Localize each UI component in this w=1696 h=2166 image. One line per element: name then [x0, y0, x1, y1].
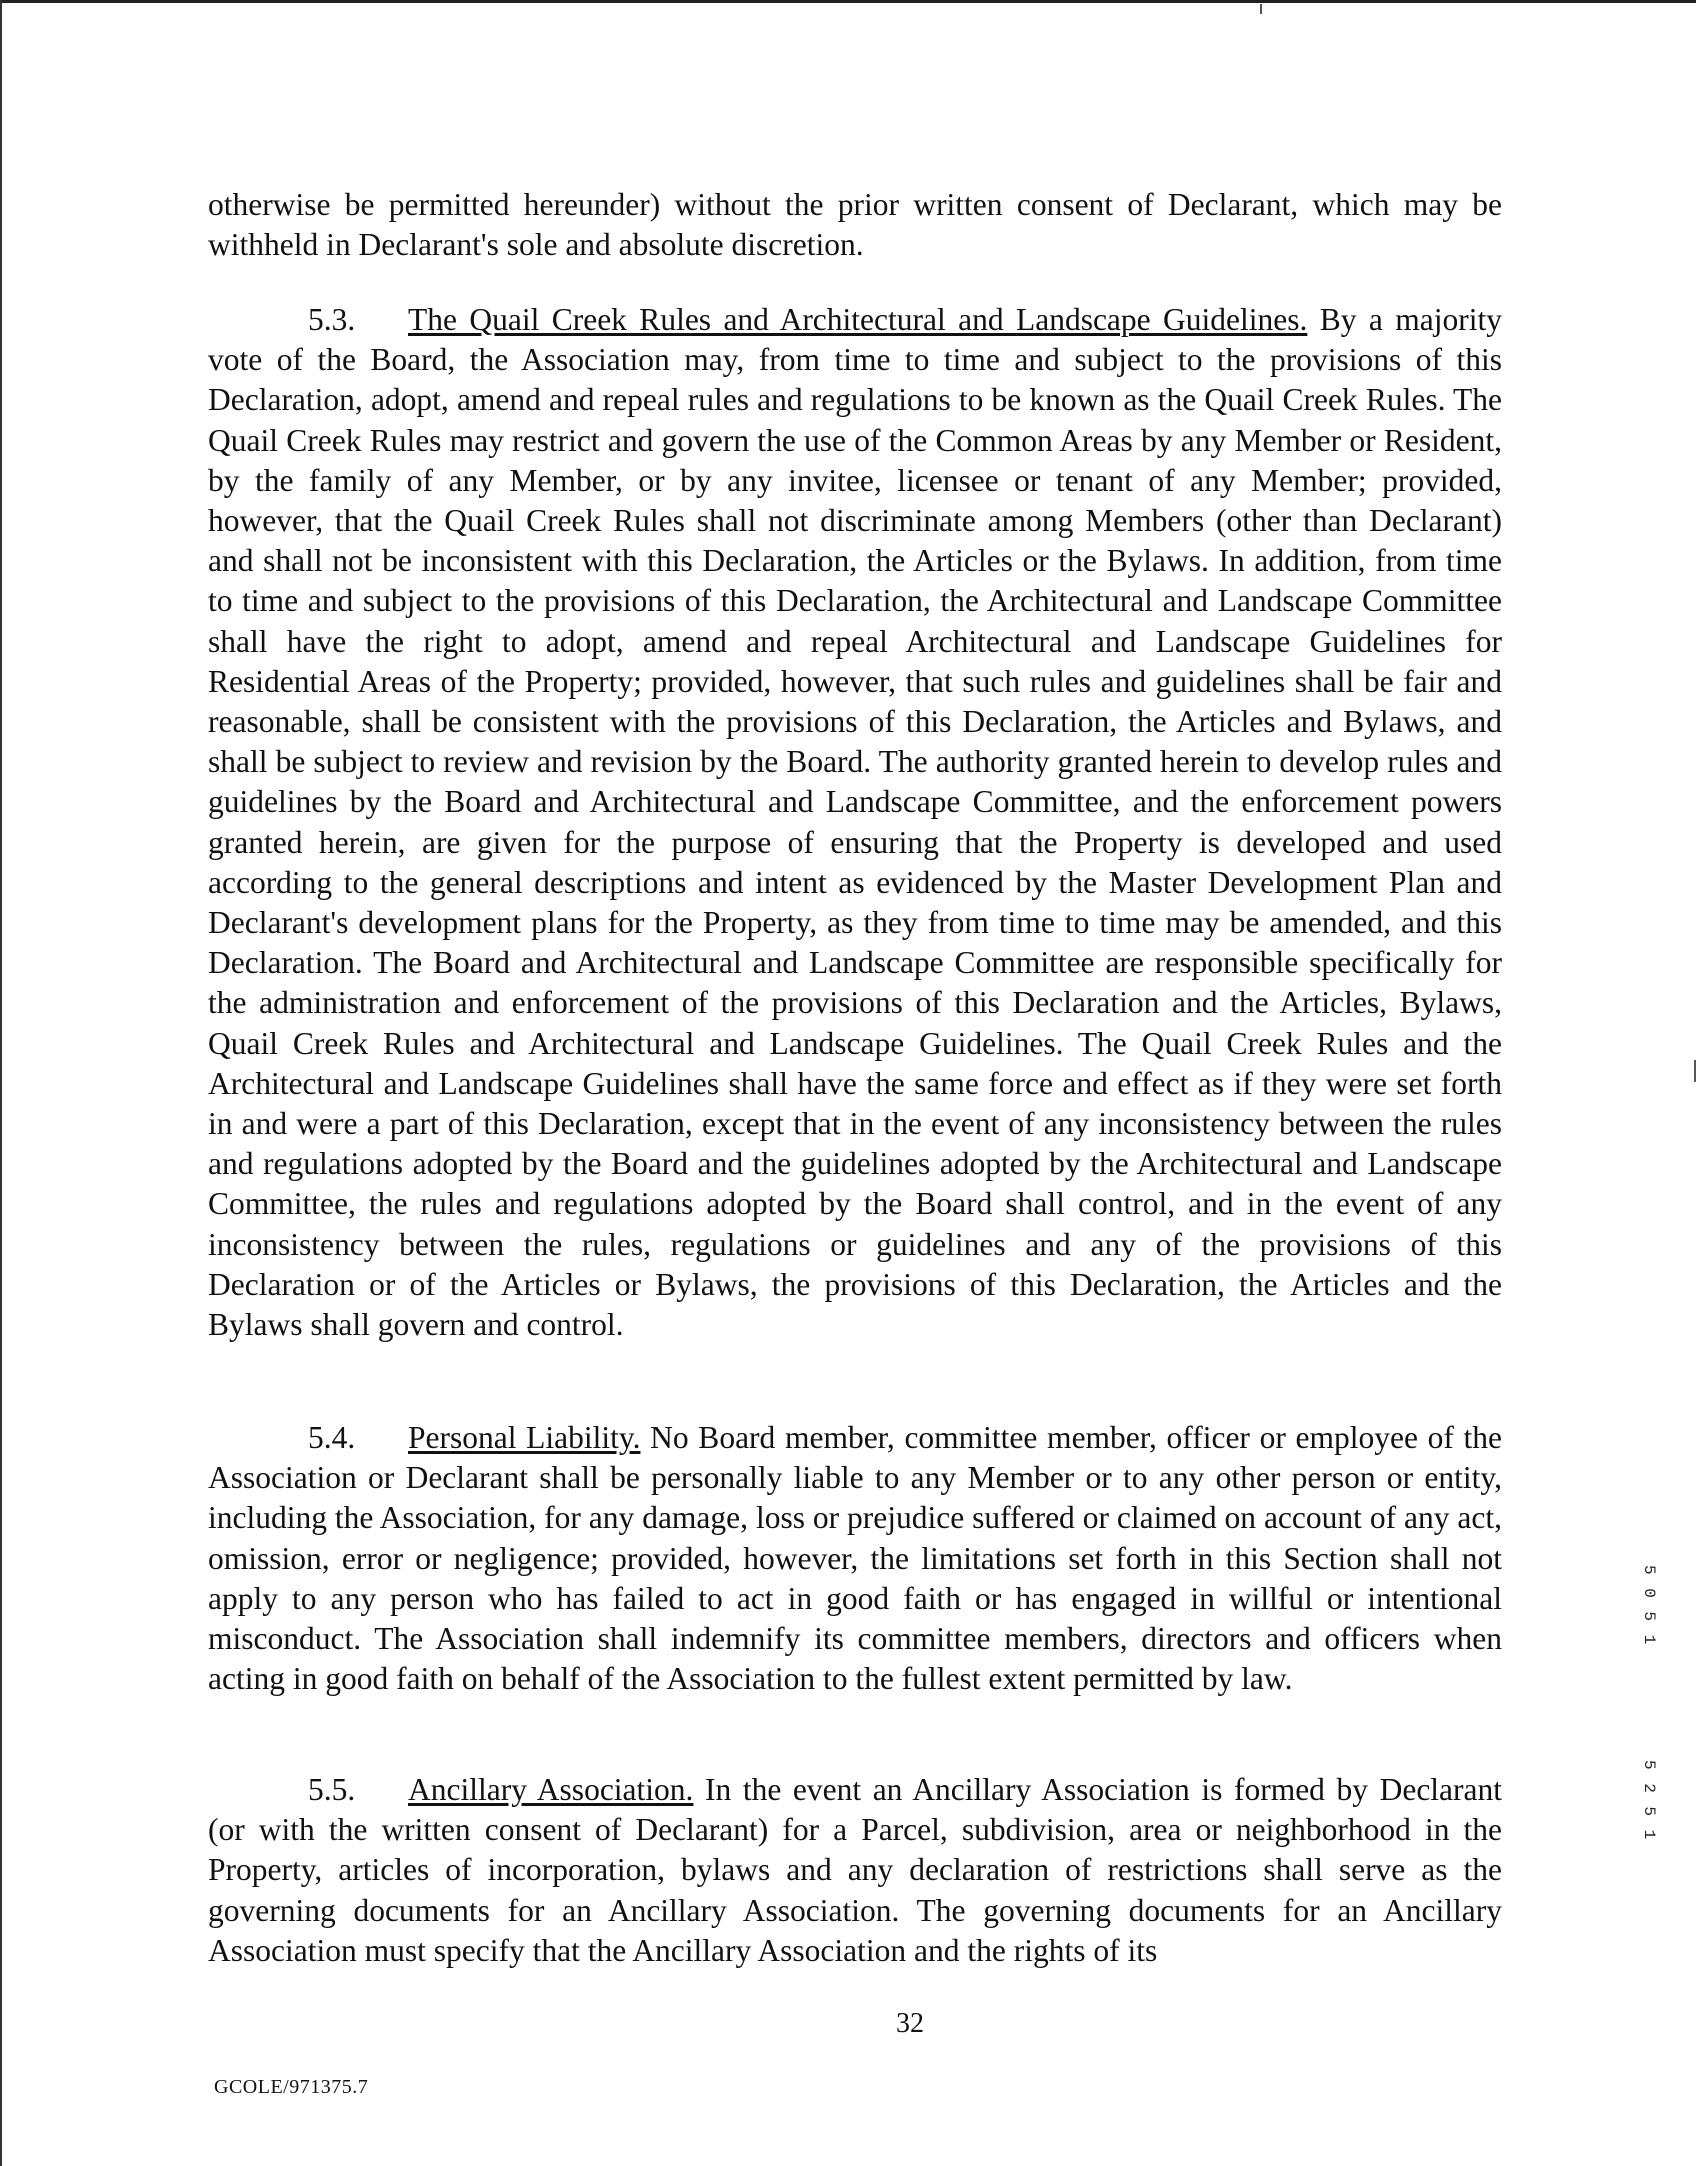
- scan-artifact-mark: [1260, 4, 1262, 14]
- section-number: 5.4.: [308, 1420, 356, 1455]
- page-number: 32: [896, 2008, 924, 2039]
- section-body: By a majority vote of the Board, the Association may, from time to time and subject to the provisions of this Declaration, adopt, amend and repeal rules and regulations to be known as the Quail Creek Rules. The Quail Creek Rules may restrict and govern the use of the Common Areas by any Member or Resident, by the family of any Member, or by any invitee, licensee or tenant of any Member; provided, however, that the Quail Creek Rules shall not discriminate among Members (other than Declarant) and shall not be inconsistent with this Declaration, the Articles or the Bylaws. In addition, from time to time and subject to the provisions of this Declaration, the Architectural and Landscape Committee shall have the right to adopt, amend and repeal Architectural and Landscape Guidelines for Residential Areas of the Property; provided, however, that such rules and guidelines shall be fair and reasonable, shall be consistent with the provisions of this Declaration, the Articles and Bylaws, and shall be subject to review and revision by the Board. The authority granted herein to develop rules and guidelines by the Board and Architectural and Landscape Committee, and the enforcement powers granted herein, are given for the purpose of ensuring that the Property is developed and used according to the general descriptions and intent as evidenced by the Master Development Plan and Declarant's development plans for the Property, as they from time to time may be amended, and this Declaration. The Board and Architectural and Landscape Committee are responsible specifically for the administration and enforcement of the provisions of this Declaration and the Articles, Bylaws, Quail Creek Rules and Architectural and Landscape Guidelines. The Quail Creek Rules and the Architectural and Landscape Guidelines shall have the same force and effect as if they were set forth in and were a part of this Declaration, except that in the event of any inconsistency between the rules and regulations adopted by the Board and the guidelines adopted by the Architectural and Landscape Committee, the rules and regulations adopted by the Board shall control, and in the event of any inconsistency between the rules, regulations or guidelines and any of the provisions of this Declaration or of the Articles or Bylaws, the provisions of this Declaration, the Articles and the Bylaws shall govern and control.: [208, 302, 1502, 1343]
- section-paragraph: [208, 1770, 1502, 1971]
- section-body: No Board member, committee member, officer or employee of the Association or Declarant shall be personally liable to any Member or to any other person or entity, including the Association, for any damage, loss or prejudice suffered or claimed on account of any act, omission, error or negligence; provided, however, the limitations set forth in this Section shall not apply to any person who has failed to act in good faith or has engaged in willful or intentional misconduct. The Association shall indemnify its committee members, directors and officers when acting in good faith on behalf of the Association to the fullest extent permitted by law.: [208, 1420, 1502, 1697]
- section-title: The Quail Creek Rules and Architectural and Landscape Guidelines.: [408, 302, 1308, 337]
- margin-recording-stamp: 5 0 5 1: [1640, 1565, 1658, 1647]
- section-body: In the event an Ancillary Association is formed by Declarant (or with the written consent of Declarant) for a Parcel, subdivision, area or neighborhood in the Property, articles of incorporation, bylaws and any declaration of restrictions shall serve as the governing documents for an Ancillary Association. The governing documents for an Ancillary Association must specify that the Ancillary Association and the rights of its: [208, 1772, 1503, 1968]
- paragraph-continuation: [208, 185, 1502, 265]
- section-number: 5.5.: [308, 1772, 356, 1807]
- section-paragraph: [208, 300, 1502, 1345]
- section-title: Ancillary Association.: [408, 1772, 694, 1807]
- margin-recording-stamp: 5 2 5 1: [1640, 1760, 1658, 1842]
- section-paragraph: [208, 1418, 1502, 1699]
- scan-top-edge: [0, 0, 1696, 3]
- paragraph-text: otherwise be permitted hereunder) without the prior written consent of Declarant, which may be withheld in Declarant's sole and absolute discretion.: [208, 187, 1502, 263]
- section-title: Personal Liability.: [408, 1420, 641, 1455]
- document-id: GCOLE/971375.7: [214, 2076, 369, 2098]
- section-5-5: [208, 1770, 1502, 1971]
- section-5-4: [208, 1418, 1502, 1699]
- section-5-3: [208, 300, 1502, 1345]
- scan-left-edge: [0, 0, 2, 2166]
- section-number: 5.3.: [308, 302, 356, 337]
